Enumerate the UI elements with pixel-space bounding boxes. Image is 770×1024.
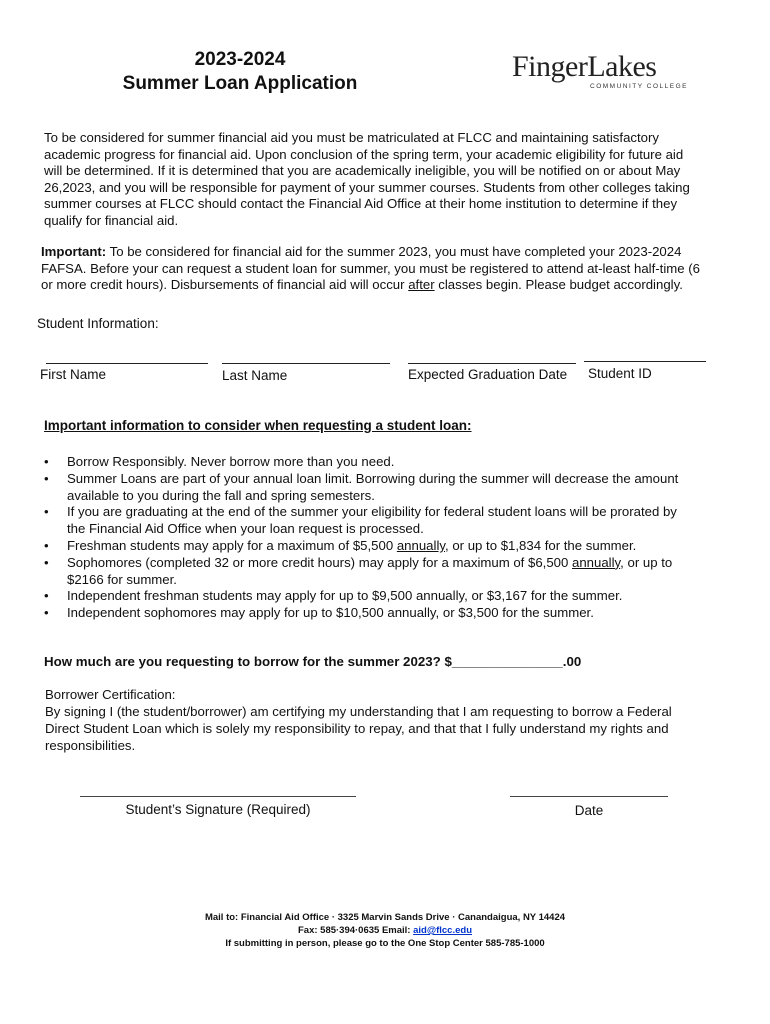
date-label: Date (574, 803, 604, 818)
list-item: • Freshman students may apply for a maximum of $5,500 annually, or up to $1,834 for the summer. (44, 537, 637, 553)
student-id-field[interactable] (584, 361, 706, 362)
page-title (60, 48, 420, 96)
footer-address: Mail to: Financial Aid Office · 3325 Marvin Sands Drive · Canandaigua, NY 14424 (204, 912, 566, 923)
important-label: Important: (41, 244, 107, 259)
last-name-label: Last Name (222, 368, 288, 383)
borrower-certification (45, 686, 705, 754)
logo-wordmark: FingerLakes (512, 50, 657, 83)
flcc-logo (512, 52, 692, 100)
important-text-a: To be considered for financial aid for the summer 2023, you must have completed your 2023-2024 FAFSA. Before your can request a student loan for summer, you must be registered to attend at-least half-time (6 or more credit hours). Disbursements of financial aid will occur (41, 244, 700, 292)
logo-subtitle: COMMUNITY COLLEGE (590, 83, 688, 90)
list-item: • Summer Loans are part of your annual loan limit. Borrowing during the summer will decrease the amount available to you during the fall and spring semesters. (44, 470, 679, 503)
list-item: • Borrow Responsibly. Never borrow more than you need. (44, 454, 395, 469)
loan-info-heading: Important information to consider when requesting a student loan: (44, 418, 472, 433)
grad-date-field[interactable] (408, 363, 576, 364)
list-item: • Independent freshman students may apply for up to $9,500 annually, or $3,167 for the summer. (44, 588, 623, 604)
student-id-label: Student ID (588, 366, 652, 381)
certification-heading: Borrower Certification: (45, 687, 176, 702)
student-signature-field[interactable] (80, 796, 356, 797)
list-item: • Independent sophomores may apply for up to $10,500 annually, or $3,500 for the summer. (44, 605, 594, 621)
important-after: after (408, 277, 435, 292)
important-text-b: classes begin. Please budget accordingly. (434, 277, 683, 292)
first-name-field[interactable] (46, 363, 208, 364)
last-name-field[interactable] (222, 363, 390, 364)
list-item: • If you are graduating at the end of the summer your eligibility for federal student loans will be prorated by the Financial Aid Office when your loan request is processed. (44, 504, 677, 537)
title-name: Summer Loan Application (122, 73, 358, 94)
title-year: 2023-2024 (194, 49, 286, 70)
email-link[interactable]: aid@flcc.edu (413, 925, 472, 936)
list-item: • Sophomores (completed 32 or more credit hours) may apply for a maximum of $6,500 annually, or up to $2166 for summer. (44, 554, 673, 587)
loan-amount-question[interactable]: How much are you requesting to borrow for the summer 2023? $_______________.00 (44, 654, 582, 669)
first-name-label: First Name (40, 367, 107, 382)
important-paragraph (41, 244, 701, 294)
student-signature-label: Student’s Signature (Required) (125, 802, 311, 817)
grad-date-label: Expected Graduation Date (408, 367, 568, 382)
intro-paragraph: To be considered for summer financial aid you must be matriculated at FLCC and maintaining satisfactory academic progress for financial aid. Upon conclusion of the spring term, your academic eligibility for future aid will be determined. If it is determined that you are academically ineligible, you will be notified on or about May 26,2023, and you will be responsible for payment of your summer courses. Students from other colleges taking summer courses at FLCC should contact the Financial Aid Office at their home institution to determine if they qualify for financial aid. (44, 130, 690, 228)
certification-text: By signing I (the student/borrower) am certifying my understanding that I am requesting to borrow a Federal Direct Student Loan which is solely my responsibility to repay, and that that I fully understand my rights and responsibilities. (45, 704, 672, 753)
student-info-heading: Student Information: (37, 316, 159, 331)
footer-contact: Fax: 585·394·0635 Email: aid@flcc.edu (297, 925, 472, 936)
footer-in-person: If submitting in person, please go to the One Stop Center 585-785-1000 (225, 938, 545, 949)
loan-info-list (44, 454, 684, 622)
date-field[interactable] (510, 796, 668, 797)
